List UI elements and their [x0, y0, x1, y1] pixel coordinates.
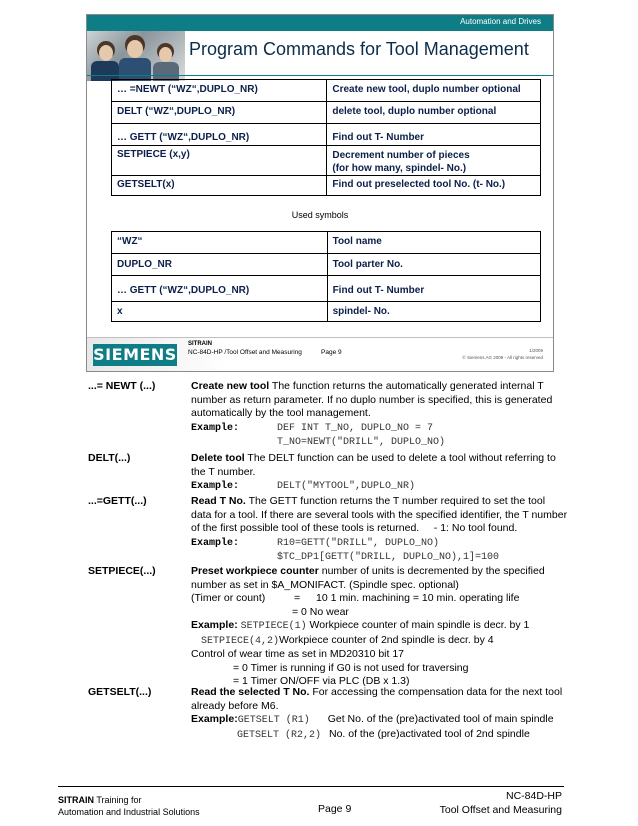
siemens-logo: SIEMENS: [93, 345, 177, 364]
code-comment: Workpiece counter of 2nd spindle is decr. by 4: [279, 633, 494, 646]
table-row: [112, 176, 541, 196]
footer-course-code: NC-84D-HP: [505, 790, 562, 802]
footer-org: Automation and Industrial Solutions: [58, 807, 200, 817]
slide-footer-date: 1/2009: [529, 348, 543, 353]
slide-footer-course: NC-84D-HP /Tool Offset and Measuring: [188, 349, 302, 356]
team-photo: [87, 31, 185, 81]
table-cell: … =NEWT (“WZ“,DUPLO_NR): [112, 80, 327, 102]
table-cell: Find out T- Number: [327, 124, 541, 146]
description-text: of the first possible tool of these tools is returned. - 1: No tool found.: [191, 522, 518, 534]
code-line: T_NO=NEWT("DRILL", DUPLO_NO): [277, 437, 446, 448]
table-row: [112, 124, 541, 146]
table-cell: SETPIECE (x,y): [112, 146, 327, 176]
description-text: The function returns the automatically generated internal T: [269, 380, 544, 392]
wear-option: = 0 Timer is running if G0 is not used for traversing: [233, 661, 469, 674]
description-text: already before M6.: [191, 699, 279, 712]
footer-training-text: Training for: [94, 795, 142, 805]
table-cell: x: [112, 302, 328, 322]
command-heading: Read the selected T No.: [191, 686, 310, 698]
description-text: data for a tool. If there are several tools with the specified identifier, the T number: [191, 508, 568, 521]
table-cell: “WZ“: [112, 232, 328, 254]
slide-header-label: Automation and Drives: [460, 17, 541, 26]
table-cell: … GETT (“WZ“,DUPLO_NR): [112, 124, 327, 146]
example-label: Example:: [191, 619, 238, 631]
table-row: [112, 254, 541, 276]
command-description: [191, 686, 567, 742]
command-description: [191, 452, 567, 494]
table-cell: Find out T- Number: [327, 276, 540, 302]
table-cell: [327, 146, 541, 176]
table-row: [112, 102, 541, 124]
example-label: Example:: [191, 422, 240, 434]
table-cell: spindel- No.: [327, 302, 540, 322]
table-row: [112, 146, 541, 176]
symbols-caption: Used symbols: [291, 210, 349, 220]
footer-page-number: Page 9: [318, 803, 352, 815]
table-cell: Find out preselected tool No. (t- No.): [327, 176, 541, 196]
table-cell: Tool parter No.: [327, 254, 540, 276]
footer-course-title: Tool Offset and Measuring: [439, 804, 562, 816]
table-cell-line: (for how many, spindel- No.): [332, 163, 467, 174]
code-comment: No. of the (pre)activated tool of 2nd spindle: [329, 727, 530, 740]
code-line: SETPIECE(4,2): [201, 635, 280, 647]
command-name: ...=GETT(...): [88, 495, 147, 507]
description-text: For accessing the compensation data for the next tool: [309, 686, 563, 698]
description-text: number as return parameter. If no duplo number is specified, this is generated: [191, 393, 553, 406]
table-row: [112, 232, 541, 254]
table-cell: DELT (“WZ“,DUPLO_NR): [112, 102, 327, 124]
code-line: GETSELT (R1): [237, 715, 310, 726]
table-cell: GETSELT(x): [112, 176, 327, 196]
footer-training: [58, 795, 142, 805]
slide-footer: [87, 337, 553, 371]
timer-label: (Timer or count): [191, 592, 266, 604]
table-cell: Create new tool, duplo number optional: [327, 80, 541, 102]
slide-footer-sitrain: SITRAIN: [188, 341, 212, 347]
timer-value: 10 1 min. machining = 10 min. operating life: [316, 592, 520, 604]
footer-divider: [58, 786, 564, 787]
footer-sitrain: SITRAIN: [58, 795, 94, 805]
code-comment: Workpiece counter of main spindle is decr. by 1: [306, 619, 530, 631]
code-line: SETPIECE(1): [240, 621, 307, 632]
code-line: GETSELT (R2,2): [237, 729, 322, 741]
example-label: Example:: [191, 537, 240, 549]
table-row: [112, 80, 541, 102]
slide-footer-copyright: © Siemens AG 2009 - All rights reserved: [462, 355, 543, 360]
code-line: $TC_DP1[GETT("DRILL, DUPLO_NO),1]=100: [277, 552, 500, 563]
table-row: [112, 276, 541, 302]
description-text: the T number.: [191, 465, 256, 478]
code-comment: Get No. of the (pre)activated tool of main spindle: [327, 713, 554, 725]
description-text: number of units is decremented by the specified: [318, 565, 545, 577]
description-text: number as set in $A_MONIFACT. (Spindle spec. optional): [191, 578, 459, 591]
description-text: The GETT function returns the T number required to set the tool: [245, 495, 546, 507]
command-heading: Delete tool: [191, 452, 245, 464]
command-name: ...= NEWT (...): [88, 380, 156, 392]
timer-equals: =: [294, 592, 301, 604]
command-heading: Read T No.: [191, 495, 246, 507]
code-line: DELT("MYTOOL",DUPLO_NR): [277, 481, 416, 492]
code-line: DEF INT T_NO, DUPLO_NO = 7: [277, 422, 434, 434]
command-name: GETSELT(...): [88, 686, 152, 698]
wear-option: = 1 Timer ON/OFF via PLC (DB x 1.3): [233, 675, 410, 687]
commands-table: [111, 79, 541, 196]
description-text: Control of wear time as set in MD20310 bit 17: [191, 648, 405, 660]
example-label: Example:: [191, 713, 238, 725]
command-heading: Create new tool: [191, 380, 270, 392]
code-line: R10=GETT("DRILL", DUPLO_NO): [277, 537, 440, 549]
table-cell-line: Decrement number of pieces: [332, 150, 470, 161]
table-cell: … GETT (“WZ“,DUPLO_NR): [112, 276, 328, 302]
timer-value: = 0 No wear: [292, 605, 349, 618]
table-cell: delete tool, duplo number optional: [327, 102, 541, 124]
command-name: DELT(...): [88, 452, 131, 464]
example-label: Example:: [191, 481, 240, 492]
command-description: [191, 495, 567, 565]
command-description: [191, 565, 567, 689]
command-heading: Preset workpiece counter: [191, 565, 319, 577]
slide-image: [86, 14, 554, 372]
slide-title: Program Commands for Tool Management: [189, 39, 529, 59]
command-name: SETPIECE(...): [88, 565, 156, 577]
table-cell: Tool name: [327, 232, 540, 254]
table-row: [112, 302, 541, 322]
description-text: automatically by the tool management.: [191, 407, 371, 419]
symbols-table: [111, 231, 541, 322]
slide-footer-page: Page 9: [321, 349, 342, 356]
slide-top-bar: [87, 15, 553, 31]
command-description: [191, 380, 567, 450]
table-cell: DUPLO_NR: [112, 254, 328, 276]
description-text: The DELT function can be used to delete a tool without referring to: [244, 452, 556, 464]
title-divider: [87, 75, 553, 76]
